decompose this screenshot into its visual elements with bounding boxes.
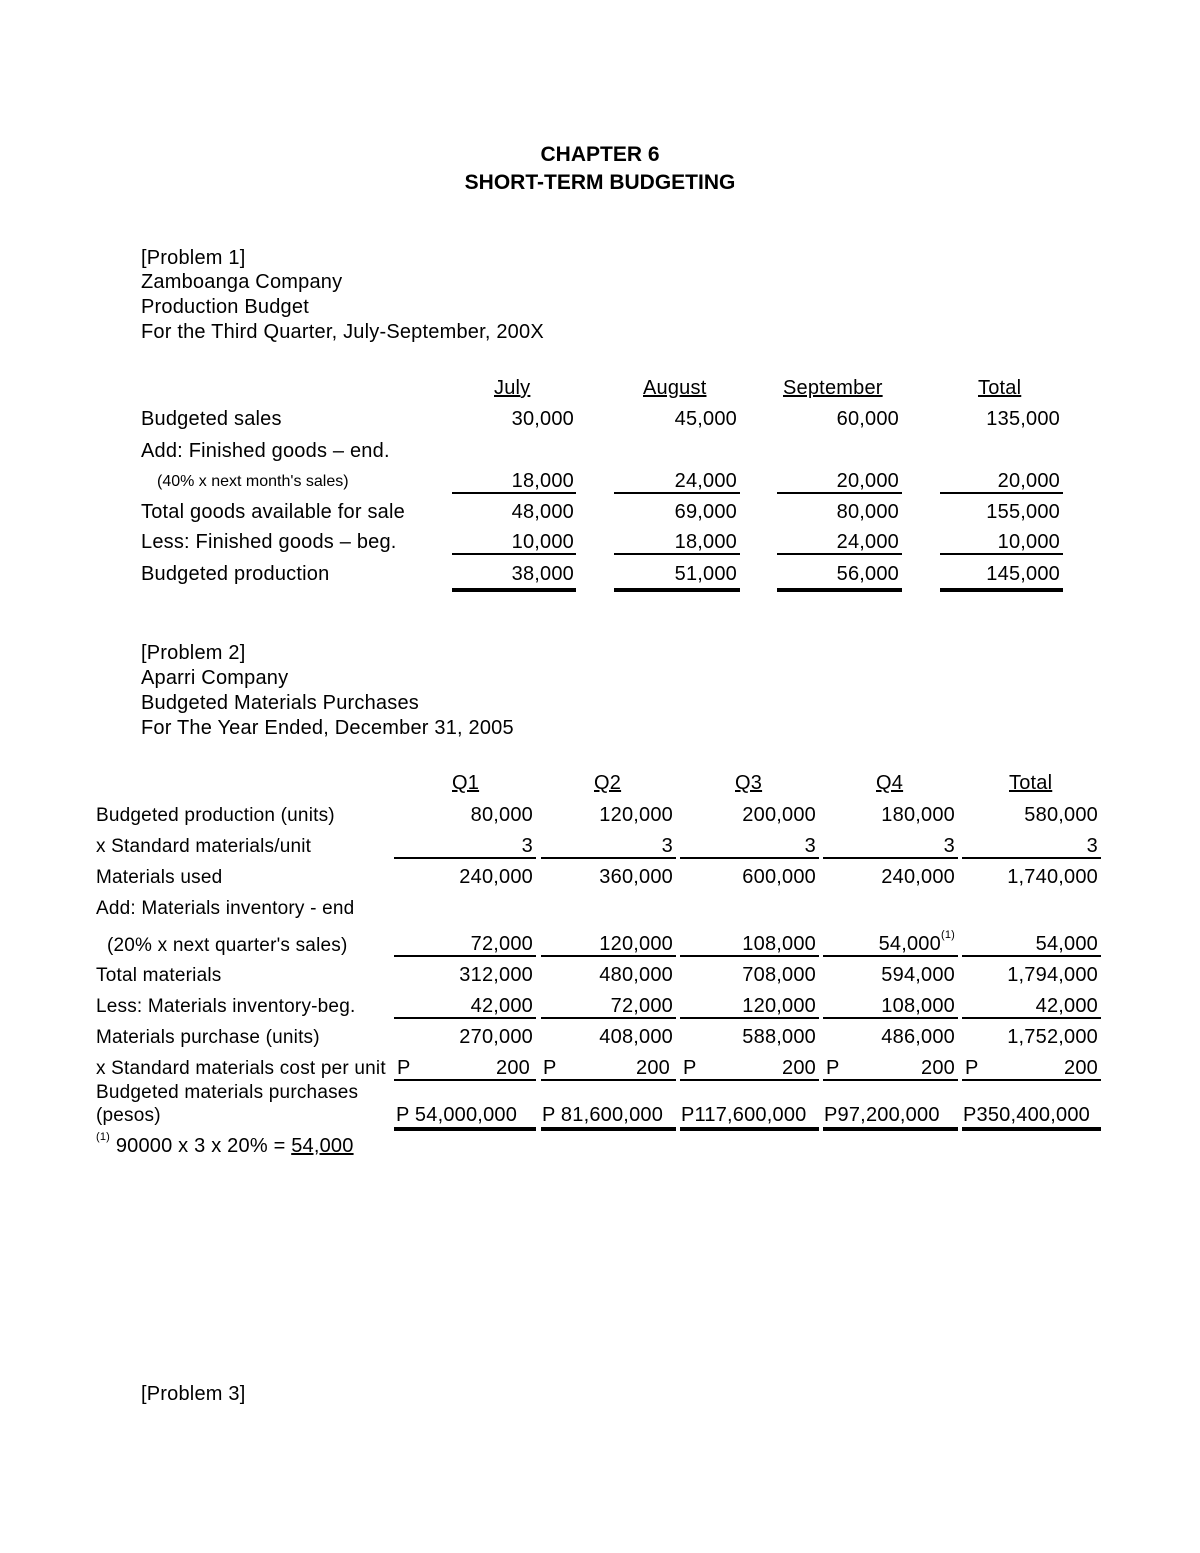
p2-underline — [541, 955, 676, 957]
p1-cell: 24,000 — [836, 531, 899, 553]
p2-underline — [394, 955, 536, 957]
p2-cell: 360,000 — [599, 866, 673, 888]
p2-underline — [394, 1079, 536, 1081]
p1-cell: 10,000 — [511, 531, 574, 553]
p2-cell: P350,400,000 — [963, 1104, 1090, 1126]
p2-cell: 708,000 — [742, 964, 816, 986]
p2-cell: P97,200,000 — [824, 1104, 940, 1126]
p2-cell: 408,000 — [599, 1026, 673, 1048]
p2-currency: P — [965, 1057, 979, 1079]
p2-col-header: Total — [1009, 772, 1053, 794]
p2-cell: 42,000 — [1035, 995, 1098, 1017]
p1-cell: 24,000 — [674, 470, 737, 492]
p2-cell: 580,000 — [1024, 804, 1098, 826]
p2-underline — [823, 857, 958, 859]
p2-cell: 72,000 — [610, 995, 673, 1017]
p2-col-header: Q1 — [452, 772, 480, 794]
p1-row-label: Less: Finished goods – beg. — [141, 531, 397, 553]
p2-underline — [962, 955, 1101, 957]
p1-cell: 10,000 — [997, 531, 1060, 553]
p2-col-header: Q3 — [735, 772, 763, 794]
problem2-label: [Problem 2] — [141, 642, 246, 664]
p2-row-label: Add: Materials inventory - end — [96, 898, 355, 919]
p1-cell: 45,000 — [674, 408, 737, 430]
chapter-title: CHAPTER 6 — [540, 143, 660, 166]
p1-cell: 56,000 — [836, 563, 899, 585]
p1-double-underline — [452, 588, 576, 592]
p1-cell: 20,000 — [997, 470, 1060, 492]
p1-double-underline — [940, 588, 1063, 592]
p2-cell: 3 — [661, 835, 673, 857]
p2-row-label: Total materials — [96, 965, 222, 986]
p2-cell-value: 54,000 — [878, 933, 941, 955]
p2-underline — [541, 1079, 676, 1081]
p1-col-header: September — [783, 377, 883, 399]
p2-row-label: Budgeted production (units) — [96, 805, 335, 826]
p2-row-label: Budgeted materials purchases — [96, 1082, 359, 1103]
p1-underline — [452, 553, 576, 555]
p1-underline — [777, 492, 902, 494]
p2-cell — [823, 929, 955, 956]
problem1-budget-name: Production Budget — [141, 296, 309, 318]
p1-double-underline — [777, 588, 902, 592]
problem1-label: [Problem 1] — [141, 247, 246, 269]
p2-col-header: Q2 — [594, 772, 622, 794]
p1-double-underline — [614, 588, 740, 592]
p1-underline — [777, 553, 902, 555]
p2-cell: 108,000 — [881, 995, 955, 1017]
p1-cell: 30,000 — [511, 408, 574, 430]
footnote-mark: (1) — [96, 1131, 111, 1143]
p2-cell: 312,000 — [459, 964, 533, 986]
p2-cell: 108,000 — [742, 933, 816, 955]
p1-cell: 135,000 — [986, 408, 1060, 430]
footnote-text: 90000 x 3 x 20% = — [115, 1135, 292, 1157]
p1-underline — [614, 553, 740, 555]
p2-double-underline — [541, 1127, 676, 1131]
p2-cell: 200 — [496, 1057, 530, 1079]
p2-row-label: x Standard materials cost per unit — [96, 1058, 386, 1079]
p1-cell: 155,000 — [986, 501, 1060, 523]
p2-cell: 1,794,000 — [1007, 964, 1098, 986]
p2-cell: 120,000 — [742, 995, 816, 1017]
p1-cell: 20,000 — [836, 470, 899, 492]
p2-row-label: Less: Materials inventory-beg. — [96, 996, 356, 1017]
p2-underline — [680, 955, 819, 957]
p2-double-underline — [962, 1127, 1101, 1131]
p2-double-underline — [680, 1127, 819, 1131]
problem2-budget-name: Budgeted Materials Purchases — [141, 692, 419, 714]
p2-cell: 200,000 — [742, 804, 816, 826]
p1-cell: 48,000 — [511, 501, 574, 523]
p2-cell: 54,000 — [1035, 933, 1098, 955]
p2-underline — [962, 857, 1101, 859]
p1-cell: 38,000 — [511, 563, 574, 585]
footnote — [96, 1131, 354, 1158]
p2-underline — [541, 857, 676, 859]
p2-cell: 594,000 — [881, 964, 955, 986]
p2-row-label: (pesos) — [96, 1105, 161, 1126]
p1-cell: 80,000 — [836, 501, 899, 523]
p1-underline — [940, 553, 1063, 555]
p2-cell: 42,000 — [470, 995, 533, 1017]
p2-currency: P — [397, 1057, 411, 1079]
p1-cell: 51,000 — [674, 563, 737, 585]
footnote-result: 54,000 — [291, 1135, 354, 1157]
p2-cell: 200 — [1064, 1057, 1098, 1079]
p2-cell: 3 — [521, 835, 533, 857]
p2-cell: P 54,000,000 — [396, 1104, 518, 1126]
p1-underline — [452, 492, 576, 494]
p2-cell: 3 — [1086, 835, 1098, 857]
p2-col-header: Q4 — [876, 772, 904, 794]
p2-row-label: (20% x next quarter's sales) — [107, 935, 348, 956]
p2-cell: 270,000 — [459, 1026, 533, 1048]
p1-cell: 18,000 — [674, 531, 737, 553]
p2-underline — [823, 955, 958, 957]
p2-cell: 1,752,000 — [1007, 1026, 1098, 1048]
p2-currency: P — [826, 1057, 840, 1079]
p2-underline — [394, 857, 536, 859]
p1-row-label: Total goods available for sale — [141, 501, 405, 523]
p2-cell: 588,000 — [742, 1026, 816, 1048]
p1-underline — [940, 492, 1063, 494]
p1-row-label: (40% x next month's sales) — [157, 473, 349, 490]
p2-cell: 120,000 — [599, 804, 673, 826]
problem2-company: Aparri Company — [141, 667, 289, 689]
p2-cell: 72,000 — [470, 933, 533, 955]
p2-cell: 200 — [782, 1057, 816, 1079]
problem3-label: [Problem 3] — [141, 1383, 246, 1405]
p1-underline — [614, 492, 740, 494]
chapter-subtitle: SHORT-TERM BUDGETING — [464, 171, 736, 194]
p2-underline — [823, 1079, 958, 1081]
p2-underline — [680, 857, 819, 859]
p2-row-label: Materials used — [96, 867, 223, 888]
p1-row-label: Add: Finished goods – end. — [141, 440, 390, 462]
p2-cell: P 81,600,000 — [542, 1104, 664, 1126]
p2-underline — [394, 1017, 536, 1019]
p2-currency: P — [683, 1057, 697, 1079]
problem1-company: Zamboanga Company — [141, 271, 343, 293]
p1-col-header: August — [643, 377, 707, 399]
p1-row-label: Budgeted production — [141, 563, 330, 585]
problem1-period: For the Third Quarter, July-September, 200X — [141, 321, 544, 343]
p2-cell: 1,740,000 — [1007, 866, 1098, 888]
p2-double-underline — [394, 1127, 536, 1131]
p2-cell: 240,000 — [881, 866, 955, 888]
footnote-ref: (1) — [940, 929, 955, 941]
p1-cell: 145,000 — [986, 563, 1060, 585]
p2-cell: 240,000 — [459, 866, 533, 888]
p2-underline — [680, 1079, 819, 1081]
p2-cell: 3 — [943, 835, 955, 857]
p2-cell: 3 — [804, 835, 816, 857]
p1-row-label: Budgeted sales — [141, 408, 282, 430]
p2-cell: 600,000 — [742, 866, 816, 888]
p2-double-underline — [823, 1127, 958, 1131]
p2-underline — [680, 1017, 819, 1019]
p2-cell: P117,600,000 — [681, 1104, 807, 1126]
p2-cell: 180,000 — [881, 804, 955, 826]
p2-cell: 486,000 — [881, 1026, 955, 1048]
p2-row-label: Materials purchase (units) — [96, 1027, 320, 1048]
p1-cell: 60,000 — [836, 408, 899, 430]
p1-cell: 18,000 — [511, 470, 574, 492]
p1-col-header: July — [494, 377, 531, 399]
p2-underline — [962, 1079, 1101, 1081]
p2-cell: 480,000 — [599, 964, 673, 986]
p1-cell: 69,000 — [674, 501, 737, 523]
p1-col-header: Total — [978, 377, 1022, 399]
p2-row-label: x Standard materials/unit — [96, 836, 312, 857]
p2-underline — [541, 1017, 676, 1019]
p2-underline — [823, 1017, 958, 1019]
p2-underline — [962, 1017, 1101, 1019]
p2-cell: 200 — [921, 1057, 955, 1079]
p2-cell: 200 — [636, 1057, 670, 1079]
p2-currency: P — [543, 1057, 557, 1079]
problem2-period: For The Year Ended, December 31, 2005 — [141, 717, 514, 739]
p2-cell: 120,000 — [599, 933, 673, 955]
p2-cell: 80,000 — [470, 804, 533, 826]
